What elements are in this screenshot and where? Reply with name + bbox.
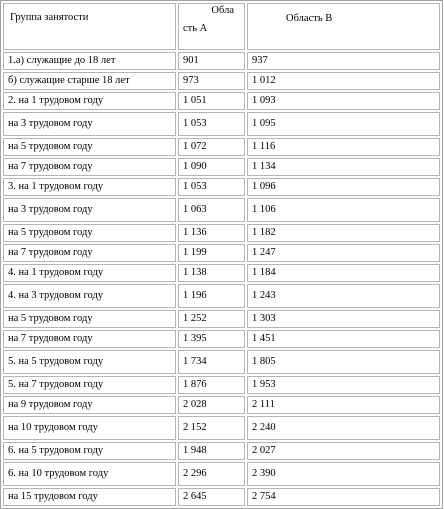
row-label: на 7 трудовом году [3,158,176,176]
row-value-region-b: 1 095 [247,112,440,136]
table-row [3,488,440,506]
row-label: 5. на 5 трудовом году [3,350,176,374]
table-row [3,310,440,328]
table-row [3,396,440,414]
row-label: на 3 трудовом году [3,198,176,222]
row-value-region-a: 1 734 [178,350,245,374]
row-value-region-a: 1 053 [178,178,245,196]
header-region-a [178,3,245,50]
table-row [3,138,440,156]
row-value-region-b: 1 106 [247,198,440,222]
row-value-region-a: 2 028 [178,396,245,414]
row-label: на 9 трудовом году [3,396,176,414]
row-value-region-a: 2 152 [178,416,245,440]
table-row [3,244,440,262]
row-value-region-a: 1 053 [178,112,245,136]
row-value-region-b: 937 [247,52,440,70]
table-row [3,350,440,374]
row-value-region-b: 1 451 [247,330,440,348]
row-value-region-a: 1 051 [178,92,245,110]
row-label: на 7 трудовом году [3,244,176,262]
header-row [3,3,440,50]
table-row [3,198,440,222]
row-label: на 15 трудовом году [3,488,176,506]
row-label: 4. на 1 трудовом году [3,264,176,282]
row-value-region-a: 1 876 [178,376,245,394]
row-value-region-b: 1 182 [247,224,440,242]
row-value-region-a: 1 199 [178,244,245,262]
row-label: б) служащие старше 18 лет [3,72,176,90]
row-value-region-a: 901 [178,52,245,70]
row-value-region-b: 2 111 [247,396,440,414]
row-label: 5. на 7 трудовом году [3,376,176,394]
row-label: 6. на 5 трудовом году [3,442,176,460]
header-group: Группа занятости [3,3,176,50]
row-label: 3. на 1 трудовом году [3,178,176,196]
header-region-b: Область В [247,3,440,50]
row-value-region-a: 1 138 [178,264,245,282]
table-row [3,330,440,348]
row-value-region-a: 1 196 [178,284,245,308]
row-value-region-b: 1 096 [247,178,440,196]
row-value-region-a: 1 136 [178,224,245,242]
row-label: на 10 трудовом году [3,416,176,440]
row-label: на 5 трудовом году [3,224,176,242]
header-region-a-line2: сть А [183,23,208,34]
row-value-region-b: 1 093 [247,92,440,110]
row-value-region-b: 1 012 [247,72,440,90]
row-value-region-b: 1 805 [247,350,440,374]
table-row [3,284,440,308]
row-value-region-b: 2 754 [247,488,440,506]
row-value-region-a: 973 [178,72,245,90]
row-value-region-a: 1 395 [178,330,245,348]
salary-table-body [3,3,440,506]
table-row [3,264,440,282]
row-value-region-b: 2 390 [247,462,440,486]
row-value-region-b: 1 303 [247,310,440,328]
table-row [3,158,440,176]
row-label: на 7 трудовом году [3,330,176,348]
row-label: 4. на 3 трудовом году [3,284,176,308]
table-row [3,112,440,136]
row-value-region-a: 2 296 [178,462,245,486]
table-row [3,224,440,242]
row-label: 1.а) служащие до 18 лет [3,52,176,70]
row-value-region-b: 1 953 [247,376,440,394]
row-value-region-b: 2 027 [247,442,440,460]
table-row [3,462,440,486]
row-value-region-a: 1 090 [178,158,245,176]
row-value-region-b: 2 240 [247,416,440,440]
row-value-region-b: 1 247 [247,244,440,262]
row-value-region-a: 1 252 [178,310,245,328]
row-value-region-b: 1 116 [247,138,440,156]
row-value-region-b: 1 184 [247,264,440,282]
row-value-region-b: 1 134 [247,158,440,176]
table-row [3,442,440,460]
table-row [3,416,440,440]
table-row [3,376,440,394]
row-value-region-a: 1 948 [178,442,245,460]
row-value-region-a: 1 063 [178,198,245,222]
header-region-a-line1: Обла [211,5,234,16]
table-row [3,52,440,70]
row-label: на 5 трудовом году [3,310,176,328]
row-label: 2. на 1 трудовом году [3,92,176,110]
row-value-region-b: 1 243 [247,284,440,308]
row-value-region-a: 2 645 [178,488,245,506]
row-label: на 3 трудовом году [3,112,176,136]
row-value-region-a: 1 072 [178,138,245,156]
row-label: на 5 трудовом году [3,138,176,156]
table-row [3,178,440,196]
table-row [3,92,440,110]
table-row [3,72,440,90]
row-label: 6. на 10 трудовом году [3,462,176,486]
